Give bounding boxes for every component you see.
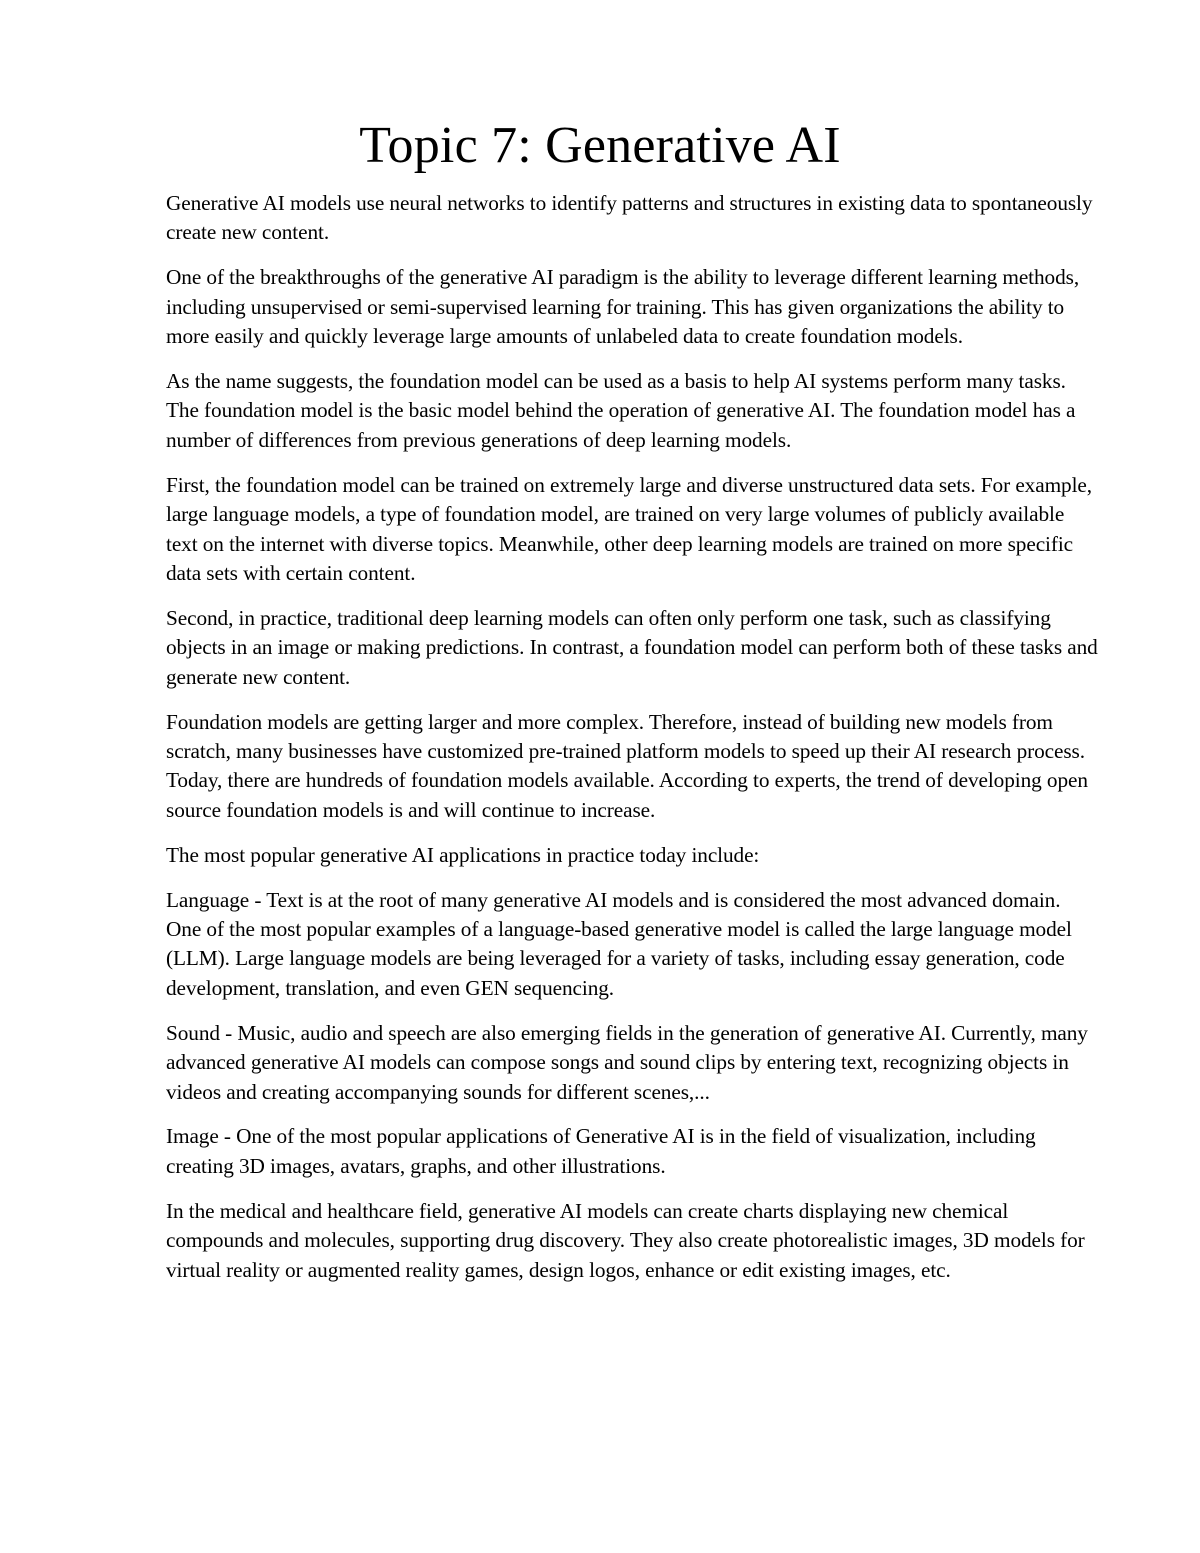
paragraph-larger-models: Foundation models are getting larger and more complex. Therefore, instead of building new models from scratch, many businesses have customized pre-trained platform models to speed up their AI research process. Today, there are hundreds of foundation models available. According to experts, the trend of developing open source foundation models is and will continue to increase. (166, 709, 1088, 822)
paragraph-first-difference: First, the foundation model can be trained on extremely large and diverse unstructured data sets. For example, large language models, a type of foundation model, are trained on very large volumes of publicly available text on the internet with diverse topics. Meanwhile, other deep learning models are trained on more specific data sets with certain content. (166, 472, 1092, 585)
paragraph-breakthroughs: One of the breakthroughs of the generative AI paradigm is the ability to leverage different learning methods, including unsupervised or semi-supervised learning for training. This has given organizations the ability to more easily and quickly leverage large amounts of unlabeled data to create foundation models. (166, 265, 1080, 349)
paragraph-second-difference: Second, in practice, traditional deep learning models can often only perform one task, such as classifying objects in an image or making predictions. In contrast, a foundation model can perform both of these tasks and generate new content. (166, 605, 1098, 689)
document-body (166, 189, 1098, 1301)
paragraph-foundation-model: As the name suggests, the foundation model can be used as a basis to help AI systems perform many tasks. The foundation model is the basic model behind the operation of generative AI. The foundation model has a number of differences from previous generations of deep learning models. (166, 369, 1076, 452)
paragraph-sound: Sound - Music, audio and speech are also emerging fields in the generation of generative AI. Currently, many advanced generative AI models can compose songs and sound clips by entering text, recognizing objects in videos and creating accompanying sounds for different scenes,... (166, 1020, 1088, 1104)
document-title: Topic 7: Generative AI (359, 117, 841, 174)
paragraph-intro: Generative AI models use neural networks to identify patterns and structures in existing data to spontaneously create new content. (166, 191, 1093, 245)
paragraph-language: Language - Text is at the root of many generative AI models and is considered the most advanced domain. One of the most popular examples of a language-based generative model is called the large language model (LLM). Large language models are being leveraged for a variety of tasks, including essay generation, code development, translation, and even GEN sequencing. (166, 887, 1072, 1000)
paragraph-medical: In the medical and healthcare field, generative AI models can create charts displaying new chemical compounds and molecules, supporting drug discovery. They also create photorealistic images, 3D models for virtual reality or augmented reality games, design logos, enhance or edit existing images, etc. (166, 1198, 1085, 1282)
paragraph-applications-intro: The most popular generative AI applications in practice today include: (166, 842, 760, 867)
paragraph-image: Image - One of the most popular applications of Generative AI is in the field of visualization, including creating 3D images, avatars, graphs, and other illustrations. (166, 1124, 1036, 1178)
